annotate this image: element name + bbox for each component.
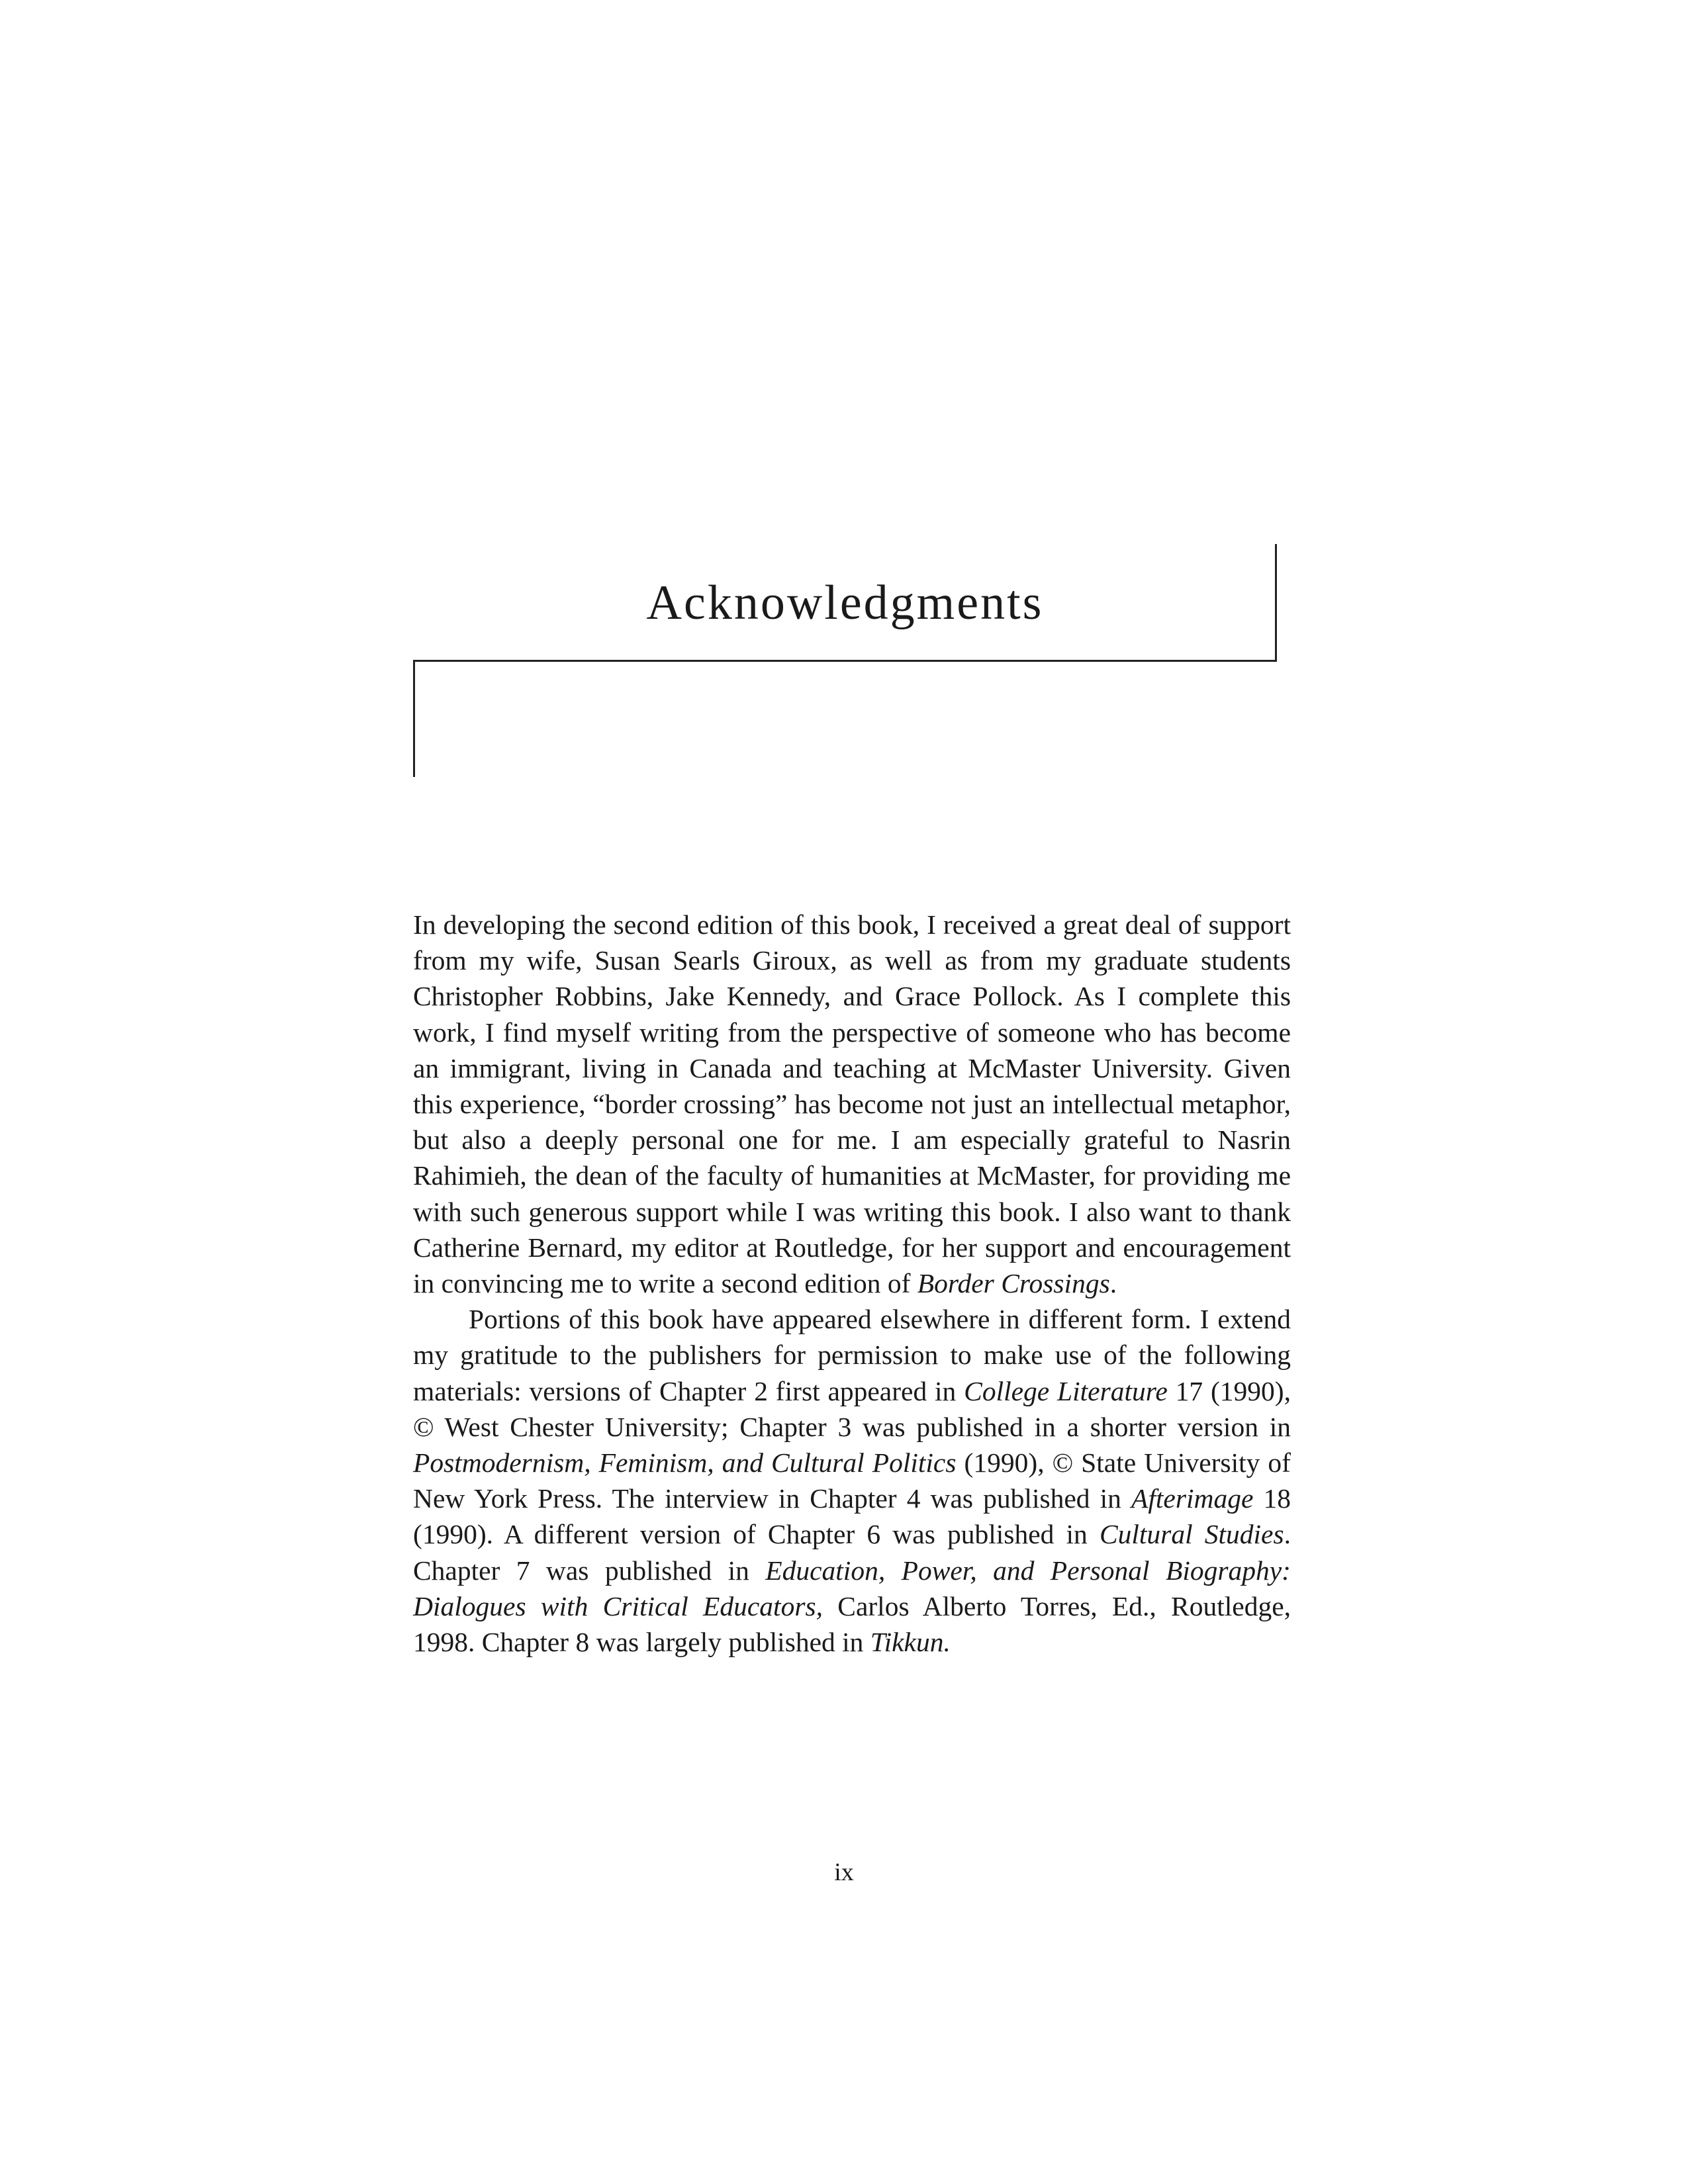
paragraph-text: (1990), © State University of New York Press. The interview in Chapter 4 was published in xyxy=(413,1447,1291,1514)
paragraph-text: . xyxy=(1109,1268,1117,1299)
italic-title-text: Afterimage xyxy=(1131,1483,1254,1514)
chapter-title: Acknowledgments xyxy=(646,576,1044,630)
paragraph-text: 17 (1990), © West Chester University; Chapter 3 was published in a shorter version in xyxy=(413,1375,1291,1442)
paragraph-text: In developing the second edition of this book, I received a great deal of support from my wife, Susan Searls Giroux, as well as from my graduate students Christopher Robbins, Jake Kennedy, and Grace Pollock. As I complete this work, I find myself writing from the perspective of someone who has become an immigrant, living in Canada and teaching at McMaster University. Given this experience, “border crossing” has become not just an intellectual metaphor, but also a deeply personal one for me. I am especially grateful to Nasrin Rahimieh, the dean of the faculty of humanities at McMaster, for providing me with such generous support while I was writing this book. I also want to thank Catherine Bernard, my editor at Routledge, for her support and encouragement in convincing me to write a second edition of xyxy=(413,909,1291,1299)
paragraph-text: Carlos Alberto Torres, Ed., Routledge, 1998. Chapter 8 was largely published in xyxy=(413,1590,1291,1658)
paragraph-1 xyxy=(413,907,1291,1301)
body-text xyxy=(413,907,1291,1660)
page-number: ix xyxy=(834,1858,854,1886)
paragraph-2 xyxy=(413,1301,1291,1660)
italic-title-text: Education, Power, and Personal Biography: Dialogues with Critical Educators, xyxy=(413,1555,1291,1621)
italic-title-text: Tikkun. xyxy=(870,1627,951,1658)
italic-title-text: Border Crossings xyxy=(917,1268,1110,1299)
italic-title-text: College Literature xyxy=(964,1375,1168,1406)
paragraph-text: 18 (1990). A different version of Chapter 6 was published in xyxy=(413,1483,1291,1550)
italic-title-text: Postmodernism, Feminism, and Cultural Politics xyxy=(413,1447,957,1479)
chapter-title-frame xyxy=(413,544,1277,777)
paragraph-text: Portions of this book have appeared elsewhere in different form. I extend my gratitude to the publishers for permission to make use of the following materials: versions of Chapter 2 first appeared in xyxy=(413,1304,1291,1406)
title-rule-horizontal xyxy=(413,660,1277,662)
italic-title-text: Cultural Studies xyxy=(1099,1519,1284,1550)
paragraph-text: . Chapter 7 was published in xyxy=(413,1519,1291,1586)
title-rule-left xyxy=(413,660,415,777)
